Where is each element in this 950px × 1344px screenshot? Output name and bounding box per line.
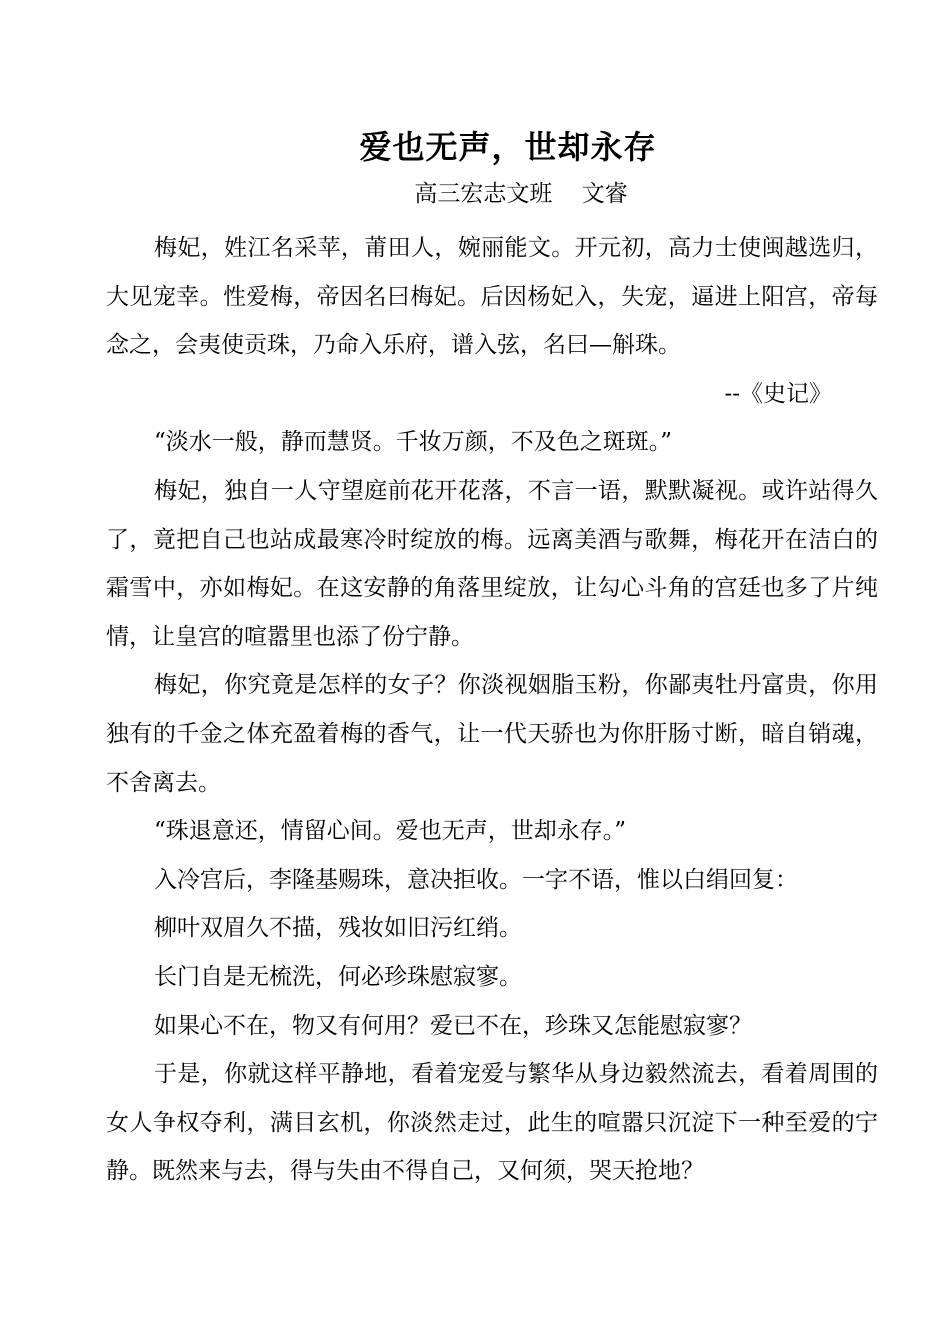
body-paragraph: 入冷宫后，李隆基赐珠，意决拒收。一字不语，惟以白绢回复： xyxy=(154,866,798,893)
body-paragraph: 如果心不在，物又有何用？爱已不在，珍珠又怎能慰寂寥？ xyxy=(154,1012,752,1039)
poem-line: 柳叶双眉久不描，残妆如旧污红绡。 xyxy=(154,915,522,942)
quote-paragraph: “珠退意还，情留心间。爱也无声，世却永存。” xyxy=(154,818,627,845)
essay-body xyxy=(106,224,878,1196)
essay-title: 爱也无声，世却永存 xyxy=(359,128,657,166)
body-paragraph: 于是，你就这样平静地，看着宠爱与繁华从身边毅然流去，看着周围的女人争权夺利，满目玄机，你淡然走过，此生的喧嚣只沉淀下一种至爱的宁静。既然来与去，得与失由不得自己，又何须，哭天抢地？ xyxy=(106,1061,878,1185)
author-byline: 高三宏志文班 文睿 xyxy=(414,181,628,207)
poem-line: 长门自是无梳洗，何必珍珠慰寂寥。 xyxy=(154,963,522,990)
body-paragraph: 梅妃，独自一人守望庭前花开花落，不言一语，默默凝视。或许站得久了，竟把自己也站成最寒冷时绽放的梅。远离美酒与歌舞，梅花开在洁白的霜雪中，亦如梅妃。在这安静的角落里绽放，让勾心斗角的宫廷也多了片纯情，让皇宫的喧嚣里也添了份宁静。 xyxy=(106,477,878,650)
source-citation: --《史记》 xyxy=(724,380,832,407)
intro-paragraph: 梅妃，姓江名采苹，莆田人，婉丽能文。开元初，高力士使闽越选归，大见宠幸。性爱梅，帝因名曰梅妃。后因杨妃入，失宠，逼进上阳宫，帝每念之，会夷使贡珠，乃命入乐府，谱入弦，名曰—斛珠。 xyxy=(106,235,878,359)
body-paragraph: 梅妃，你究竟是怎样的女子？你淡视姻脂玉粉，你鄙夷牡丹富贵，你用独有的千金之体充盈着梅的香气，让一代天骄也为你肝肠寸断，暗自销魂，不舍离去。 xyxy=(106,672,878,796)
quote-paragraph: “淡水一般，静而慧贤。千妆万颜，不及色之斑斑。” xyxy=(154,429,673,456)
